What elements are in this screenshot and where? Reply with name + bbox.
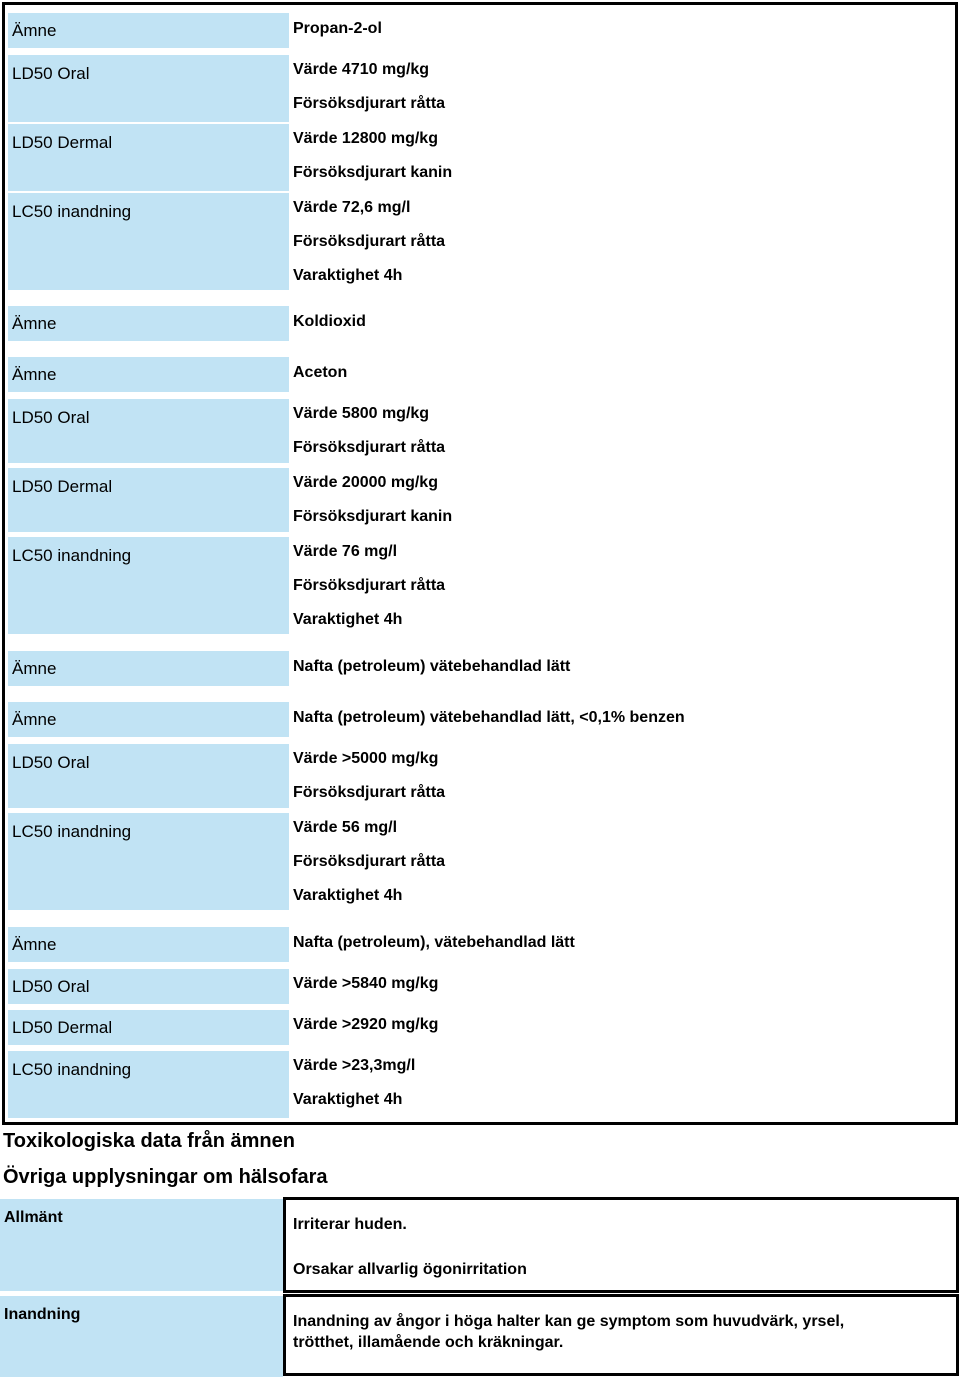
test-value: Värde >5840 mg/kg: [293, 975, 439, 992]
test-label: LD50 Dermal: [8, 468, 289, 532]
test-value: Värde >5000 mg/kg: [293, 750, 439, 767]
test-label: LC50 inandning: [8, 193, 289, 290]
substance-label: Ämne: [8, 927, 289, 962]
test-value: Värde 5800 mg/kg: [293, 405, 430, 422]
substance-name: Nafta (petroleum), vätebehandlad lätt: [293, 934, 575, 951]
substance-label: Ämne: [8, 651, 289, 686]
test-value: Försöksdjurart råtta: [293, 853, 446, 870]
test-label: LD50 Dermal: [8, 124, 289, 191]
test-value: Värde 72,6 mg/l: [293, 199, 411, 216]
test-label: LD50 Oral: [8, 744, 289, 808]
substance-name: Aceton: [293, 364, 348, 381]
toxicology-section-title: Toxikologiska data från ämnen: [3, 1130, 295, 1152]
test-value: Försöksdjurart kanin: [293, 164, 453, 181]
test-value: Försöksdjurart råtta: [293, 784, 446, 801]
test-value: Försöksdjurart råtta: [293, 439, 446, 456]
substance-name: Nafta (petroleum) vätebehandlad lätt, <0,1% benzen: [293, 709, 685, 726]
test-label: LC50 inandning: [8, 1051, 289, 1118]
health-section-title: Övriga upplysningar om hälsofara: [3, 1166, 328, 1188]
health-text-line: trötthet, illamående och kräkningar.: [293, 1334, 564, 1351]
test-value: Värde >2920 mg/kg: [293, 1016, 439, 1033]
test-value: Varaktighet 4h: [293, 611, 403, 628]
test-label: LD50 Oral: [8, 969, 289, 1004]
substance-label: Ämne: [8, 306, 289, 341]
test-value: Försöksdjurart råtta: [293, 577, 446, 594]
test-value: Värde 56 mg/l: [293, 819, 398, 836]
health-text-line: Orsakar allvarlig ögonirritation: [293, 1261, 527, 1278]
test-value: Varaktighet 4h: [293, 887, 403, 904]
health-text-line: Irriterar huden.: [293, 1216, 407, 1233]
test-label: LD50 Oral: [8, 55, 289, 122]
test-value: Värde 76 mg/l: [293, 543, 398, 560]
test-label: LC50 inandning: [8, 537, 289, 634]
substance-label: Ämne: [8, 702, 289, 737]
substance-name: Propan-2-ol: [293, 20, 382, 37]
health-text-line: Inandning av ångor i höga halter kan ge symptom som huvudvärk, yrsel,: [293, 1313, 845, 1330]
test-value: Varaktighet 4h: [293, 267, 403, 284]
health-label-general: Allmänt: [0, 1199, 283, 1291]
test-label: LD50 Dermal: [8, 1010, 289, 1045]
test-value: Försöksdjurart råtta: [293, 95, 446, 112]
test-value: Försöksdjurart kanin: [293, 508, 453, 525]
test-label: LC50 inandning: [8, 813, 289, 910]
test-value: Värde 4710 mg/kg: [293, 61, 430, 78]
test-value: Värde >23,3mg/l: [293, 1057, 416, 1074]
test-label: LD50 Oral: [8, 399, 289, 463]
health-label-inhalation: Inandning: [0, 1296, 283, 1377]
substance-label: Ämne: [8, 357, 289, 392]
substance-label: Ämne: [8, 13, 289, 48]
test-value: Värde 12800 mg/kg: [293, 130, 438, 147]
test-value: Värde 20000 mg/kg: [293, 474, 438, 491]
test-value: Varaktighet 4h: [293, 1091, 403, 1108]
substance-name: Nafta (petroleum) vätebehandlad lätt: [293, 658, 571, 675]
substance-name: Koldioxid: [293, 313, 366, 330]
test-value: Försöksdjurart råtta: [293, 233, 446, 250]
